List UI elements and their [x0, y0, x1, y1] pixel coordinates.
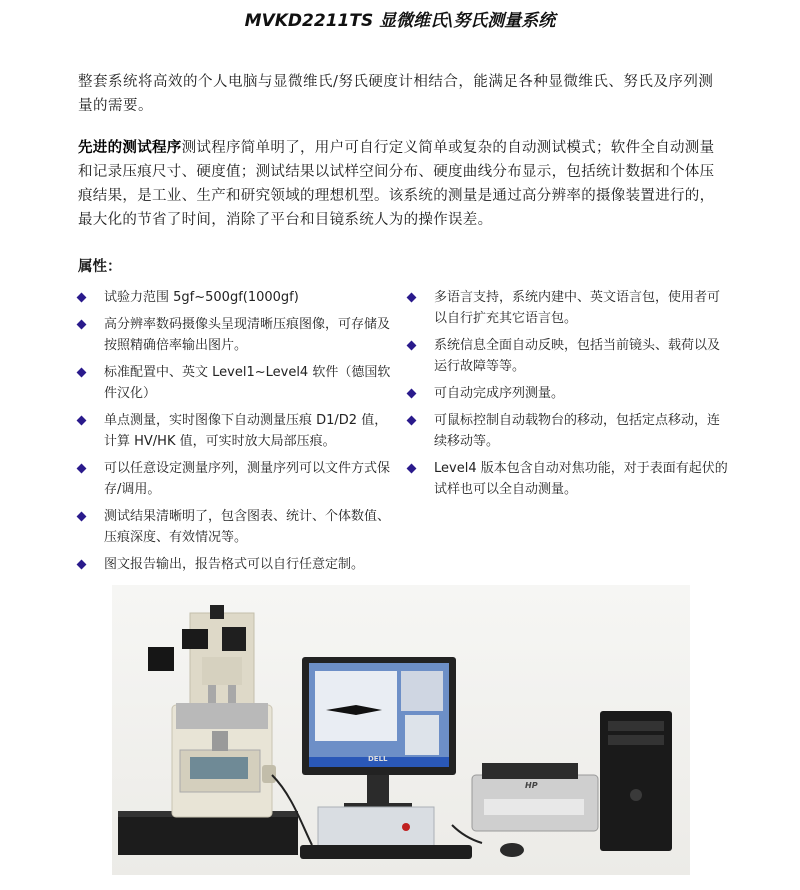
- list-item: Level4 版本包含自动对焦功能，对于表面有起伏的试样也可以全自动测量。: [408, 458, 728, 500]
- keyboard: [300, 845, 472, 859]
- sample-stage: [176, 703, 268, 729]
- list-item: 高分辨率数码摄像头呈现清晰压痕图像，可存储及按照精确倍率输出图片。: [78, 314, 398, 356]
- list-item: 可自动完成序列测量。: [408, 383, 728, 404]
- diamond-bullet-icon: [77, 416, 87, 426]
- diamond-bullet-icon: [407, 293, 417, 303]
- attributes-heading: 属性：: [78, 259, 122, 275]
- features-right-list: [408, 287, 728, 506]
- controller-box: [318, 807, 434, 847]
- diamond-bullet-icon: [77, 368, 87, 378]
- machine-base-plate: [118, 815, 298, 855]
- list-item: 测试结果清晰明了，包含图表、统计、个体数值、压痕深度、有效情况等。: [78, 506, 398, 548]
- diamond-bullet-icon: [407, 341, 417, 351]
- list-item: 图文报告输出，报告格式可以自行任意定制。: [78, 554, 398, 575]
- testing-program-paragraph: [78, 136, 728, 232]
- camera-icon: [148, 647, 174, 671]
- control-panel-display: [190, 757, 248, 779]
- mouse: [500, 843, 524, 857]
- list-item: 试验力范围 5gf~500gf(1000gf): [78, 287, 398, 308]
- list-item: 可以任意设定测量序列，测量序列可以文件方式保存/调用。: [78, 458, 398, 500]
- product-photo: [112, 585, 690, 875]
- diamond-bullet-icon: [407, 464, 417, 474]
- diamond-bullet-icon: [77, 464, 87, 474]
- diamond-bullet-icon: [77, 560, 87, 570]
- diamond-bullet-icon: [407, 389, 417, 399]
- intro-paragraph: 整套系统将高效的个人电脑与显微维氏/努氏硬度计相结合，能满足各种显微维氏、努氏及序列测量的需要。: [78, 74, 714, 114]
- section-body: 测试程序简单明了，用户可自行定义简单或复杂的自动测试模式；软件全自动测量和记录压痕尺寸、硬度值；测试结果以试样空间分布、硬度曲线分布显示，包括统计数据和个体压痕结果，是工业、生产和研究领域的理想机型。该系统的测量是通过高分辨率的摄像装置进行的，最大化的节省了时间，消除了平台和目镜系统人为的操作误差。: [78, 140, 715, 228]
- printer-brand-label: HP: [525, 781, 538, 790]
- list-item: 标准配置中、英文 Level1~Level4 软件（德国软件汉化）: [78, 362, 398, 404]
- diamond-bullet-icon: [77, 512, 87, 522]
- computer-tower: [600, 711, 672, 851]
- section-lead: 先进的测试程序: [78, 140, 182, 156]
- monitor-brand-label: DELL: [368, 755, 388, 763]
- page-title: MVKD2211TS 显微维氏\努氏测量系统: [244, 11, 556, 31]
- diamond-bullet-icon: [407, 416, 417, 426]
- diamond-bullet-icon: [77, 320, 87, 330]
- list-item: 单点测量，实时图像下自动测量压痕 D1/D2 值，计算 HV/HK 值，可实时放大局部压痕。: [78, 410, 398, 452]
- list-item: 系统信息全面自动反映，包括当前镜头、载荷以及运行故障等等。: [408, 335, 728, 377]
- list-item: 可鼠标控制自动载物台的移动，包括定点移动，连续移动等。: [408, 410, 728, 452]
- list-item: 多语言支持，系统内建中、英文语言包，使用者可以自行扩充其它语言包。: [408, 287, 728, 329]
- measurement-system-illustration: [112, 585, 690, 875]
- features-left-list: [78, 287, 398, 581]
- diamond-bullet-icon: [77, 293, 87, 303]
